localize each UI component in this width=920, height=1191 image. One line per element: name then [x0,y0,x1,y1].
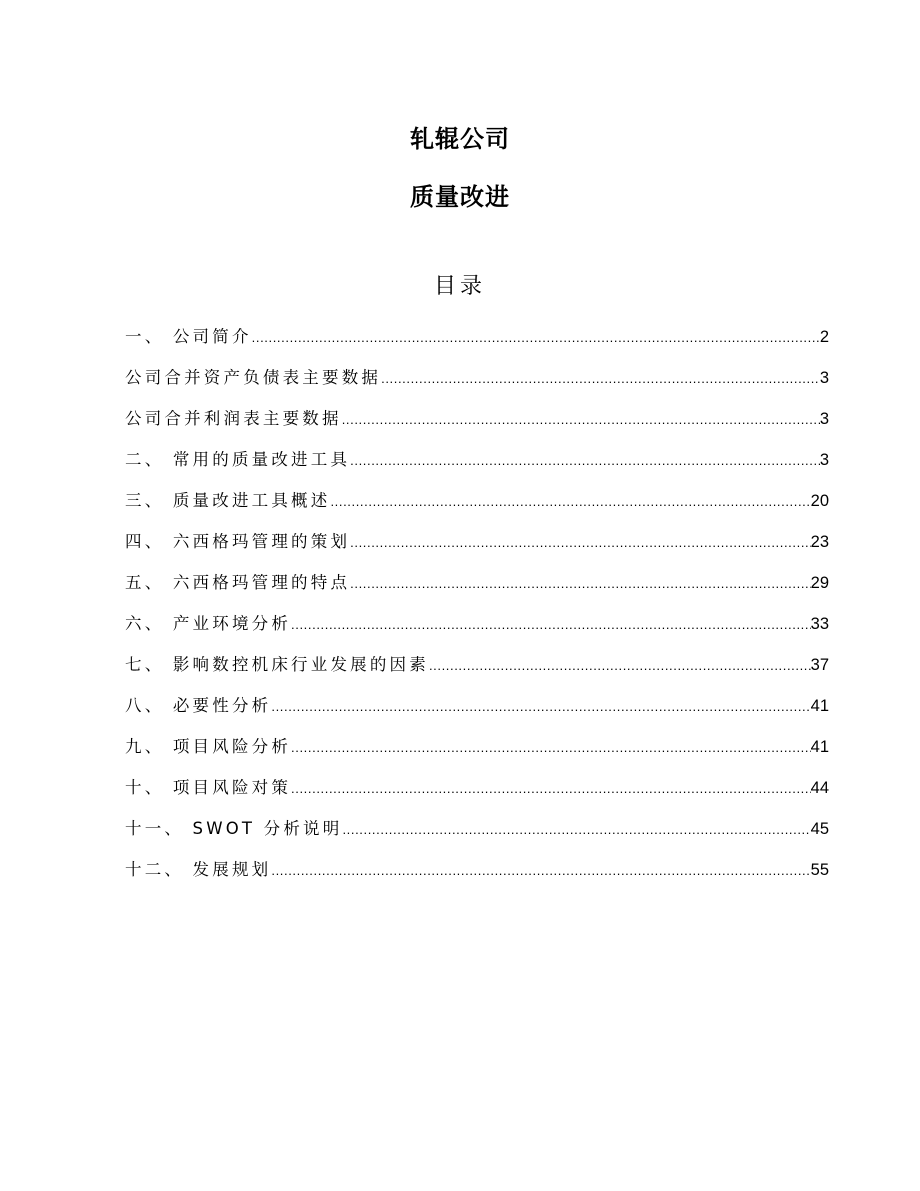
toc-dot-leader [271,859,810,883]
document-title-subject: 质量改进 [410,183,510,211]
toc-entry-label: 二、 常用的质量改进工具 [125,450,351,469]
toc-entry-page: 23 [810,533,829,551]
toc-entry-label: 六、 产业环境分析 [125,614,292,633]
document-title-company: 轧辊公司 [410,125,510,153]
toc-entry-page: 45 [810,820,829,838]
toc-entry-label: 九、 项目风险分析 [125,737,292,756]
toc-entry[interactable] [125,735,829,776]
toc-entry-page: 33 [810,615,829,633]
toc-entry[interactable] [125,325,829,366]
toc-entry[interactable] [125,653,829,694]
toc-entry[interactable] [125,448,829,489]
toc-dot-leader [350,531,810,555]
toc-entry[interactable] [125,530,829,571]
toc-entry[interactable] [125,694,829,735]
toc-dot-leader [350,572,810,596]
toc-entry[interactable] [125,817,829,858]
toc-dot-leader [342,408,820,432]
toc-entry-label: 四、 六西格玛管理的策划 [125,532,351,551]
toc-entry-label: 公司合并资产负债表主要数据 [125,368,382,387]
toc-dot-leader [291,613,811,637]
toc-entry-label: 十一、 SWOT 分析说明 [125,819,343,838]
toc-entry-page: 3 [819,410,829,428]
toc-heading: 目录 [433,274,486,299]
toc-entry-page: 41 [810,697,829,715]
toc-entry[interactable] [125,366,829,407]
toc-entry-page: 41 [810,738,829,756]
toc-entry[interactable] [125,858,829,899]
toc-dot-leader [342,818,810,842]
toc-dot-leader [429,654,811,678]
toc-entry[interactable] [125,571,829,612]
toc-dot-leader [291,777,811,801]
toc-entry-label: 三、 质量改进工具概述 [125,491,331,510]
toc-entry-label: 七、 影响数控机床行业发展的因素 [125,655,429,674]
table-of-contents [125,325,829,899]
toc-entry-page: 55 [810,861,829,879]
toc-entry-page: 3 [819,369,829,387]
toc-entry-label: 十、 项目风险对策 [125,778,292,797]
toc-dot-leader [291,736,811,760]
toc-entry[interactable] [125,612,829,653]
toc-entry-label: 十二、 发展规划 [125,860,272,879]
toc-entry-label: 公司合并利润表主要数据 [125,409,342,428]
toc-entry-label: 八、 必要性分析 [125,696,272,715]
toc-entry-label: 五、 六西格玛管理的特点 [125,573,351,592]
toc-entry-page: 37 [810,656,829,674]
toc-entry[interactable] [125,489,829,530]
toc-dot-leader [381,367,820,391]
toc-dot-leader [350,449,820,473]
toc-entry-page: 3 [819,451,829,469]
toc-entry[interactable] [125,776,829,817]
toc-dot-leader [271,695,810,719]
toc-entry-page: 2 [819,328,829,346]
toc-entry-page: 20 [810,492,829,510]
toc-entry-label: 一、 公司简介 [125,327,252,346]
toc-entry[interactable] [125,407,829,448]
toc-dot-leader [330,490,810,514]
toc-entry-page: 44 [810,779,829,797]
toc-dot-leader [252,326,820,350]
toc-entry-page: 29 [810,574,829,592]
